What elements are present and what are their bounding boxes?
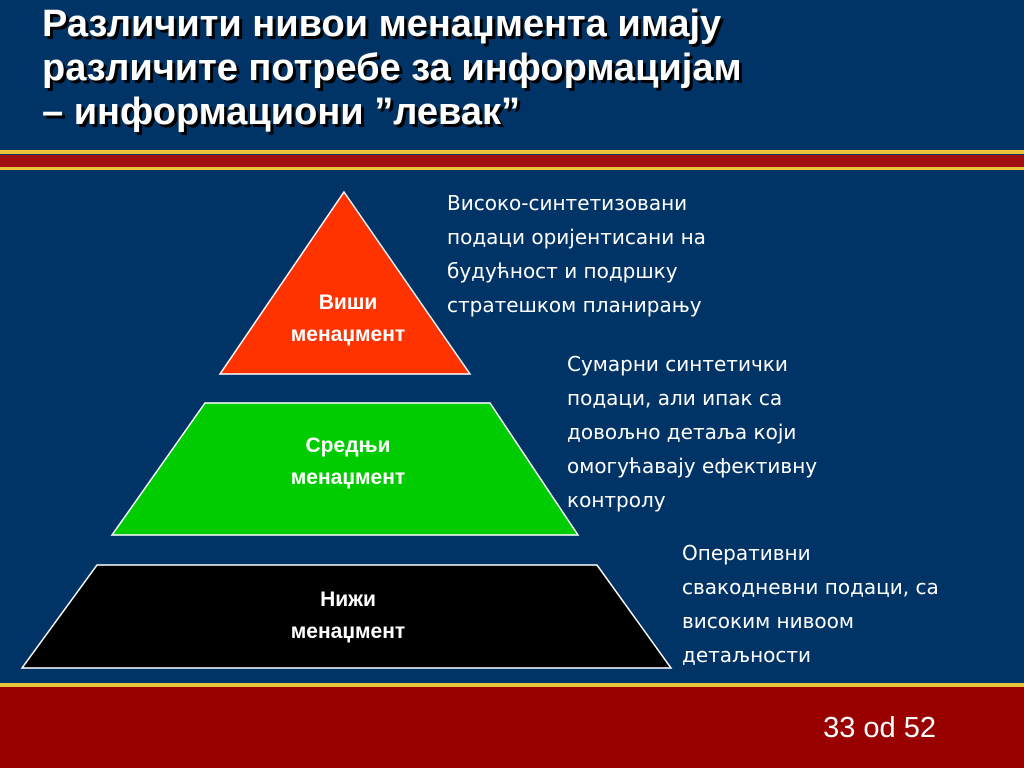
tier-label-line: менаџмент (290, 466, 406, 489)
tier-label-line: Средњи (305, 434, 391, 457)
description-line: подаци, али ипак са (567, 386, 783, 410)
tier-label-line: менаџмент (290, 323, 406, 346)
page-number: 33 od 52 (823, 712, 936, 744)
description-line: Оперативни (682, 541, 811, 565)
tier-description-bottom (682, 536, 939, 672)
tier-label-line: менаџмент (290, 620, 406, 643)
tier-label-bottom (248, 584, 448, 648)
tier-label-line: Нижи (320, 588, 376, 611)
description-line: високим нивоом (682, 609, 854, 633)
slide-title-line: Различити нивои менаџмента имају (42, 3, 722, 45)
description-line: Високо-синтетизовани (447, 191, 688, 215)
description-line: стратешком планирању (447, 293, 702, 317)
slide-title-line: различите потребе за информацијам (42, 47, 742, 89)
description-line: подаци оријентисани на (447, 225, 706, 249)
description-line: контролу (567, 488, 666, 512)
description-line: свакодневни подаци, са (682, 575, 939, 599)
description-line: детаљности (682, 643, 812, 667)
description-line: Сумарни синтетички (567, 352, 788, 376)
slide-title-line: – информациони ”левак” (42, 91, 521, 133)
description-line: довољно детаља који (567, 420, 797, 444)
tier-label-top (248, 287, 448, 351)
tier-description-top (447, 186, 706, 322)
description-line: будућност и подршку (447, 259, 678, 283)
tier-label-line: Виши (318, 291, 378, 314)
tier-label-middle (248, 430, 448, 494)
description-line: омогућавају ефективну (567, 454, 818, 478)
tier-description-middle (567, 347, 817, 517)
